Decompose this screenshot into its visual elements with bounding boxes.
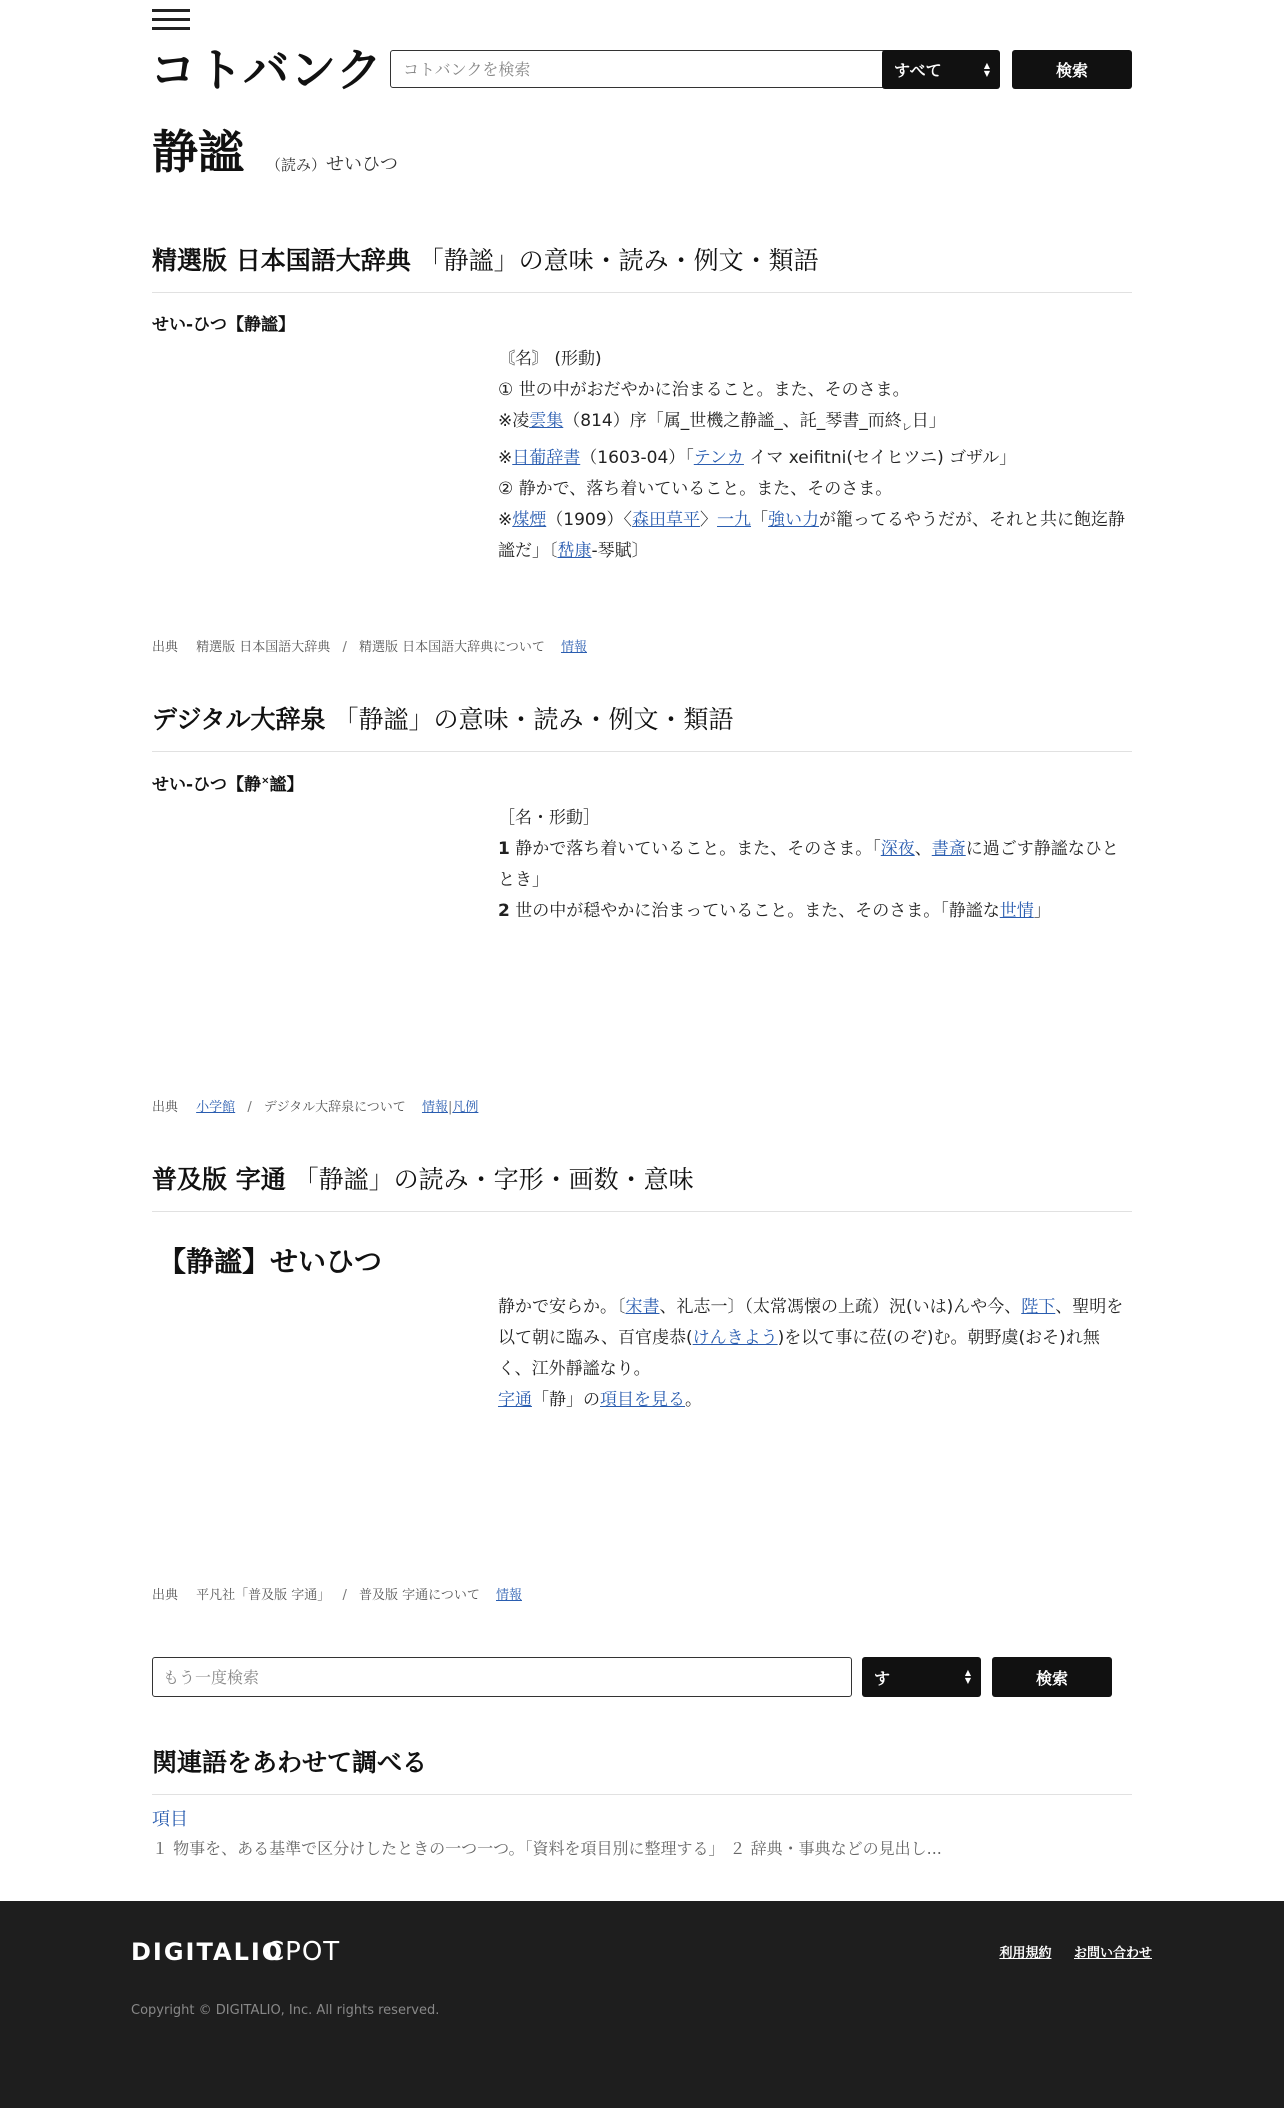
link-nippo-jisho[interactable]: 日葡辞書 — [512, 448, 581, 469]
text: イマ xeifitni(セイヒツニ) ゴザル」 — [743, 448, 1017, 469]
kaeriten: レ — [901, 422, 912, 434]
text: 」 — [1033, 901, 1051, 921]
source-line — [152, 636, 587, 655]
text: 、聖明を以て朝に臨み、百官虔恭( — [498, 1297, 1124, 1348]
text: 静かで落ち着いていること。また、そのさま。「 — [509, 839, 881, 859]
source-label: 出典 — [152, 640, 179, 655]
text: が籠ってるやうだが、それと共に飽迄静謐だ」〔 — [498, 510, 1126, 562]
definition-line — [498, 443, 1132, 474]
definition-line: ② 静かで、落ち着いていること。また、そのさま。 — [498, 479, 893, 500]
link-see-entry[interactable]: 項目を見る — [600, 1390, 685, 1410]
separator: / — [247, 1100, 252, 1115]
separator: / — [342, 640, 347, 655]
source-label: 出典 — [152, 1588, 179, 1603]
source-label: 出典 — [152, 1100, 179, 1115]
section-heading-daijisen — [152, 703, 1132, 752]
dictionary-name: 精選版 日本国語大辞典 — [152, 246, 411, 275]
link-keiko[interactable]: 嵆康 — [557, 541, 592, 562]
link-jitsu[interactable]: 字通 — [498, 1390, 532, 1410]
text: 〉 — [700, 510, 718, 531]
link-morita-sohei[interactable]: 森田草平 — [632, 510, 701, 531]
text: （1909）〈 — [546, 510, 633, 531]
separator: | — [447, 1100, 453, 1115]
text: （814）序「属_世機之静謐_、託_琴書_而終 — [563, 411, 902, 431]
text: )を以て事に莅(のぞ)む。朝野虞(おそ)れ無く、江外靜謐なり。 — [498, 1328, 1100, 1379]
text: ※ — [498, 510, 513, 531]
digitalio-logo[interactable]: DIGITALIO — [131, 1938, 285, 1966]
bottom-scope-value: す — [874, 1668, 891, 1688]
publisher-link[interactable]: 小学館 — [196, 1100, 236, 1115]
headword: せい‐ひつ【静謐】 — [152, 315, 296, 335]
separator: / — [342, 1588, 347, 1603]
definition-line — [498, 1292, 1132, 1385]
search-input[interactable] — [390, 50, 948, 88]
text: ※ — [498, 448, 513, 469]
text: 「静」の — [532, 1390, 600, 1410]
source-about: デジタル大辞泉について — [263, 1100, 406, 1115]
site-logo[interactable]: コトバンク — [150, 43, 384, 97]
search-button[interactable]: 検索 — [1012, 50, 1132, 89]
bottom-search-button[interactable]: 検索 — [992, 1657, 1112, 1697]
definition-line: 〘名〙 (形動) — [498, 349, 602, 369]
sense-number: 1 — [498, 839, 510, 859]
select-arrows-icon: ▲ ▼ — [983, 60, 990, 78]
legend-link[interactable]: 凡例 — [452, 1100, 479, 1115]
search-again-input[interactable] — [152, 1657, 852, 1697]
hyogai-mark: × — [261, 775, 270, 787]
heading-rest: 「静謐」の意味・読み・例文・類語 — [418, 246, 819, 275]
section-heading-jitsu — [152, 1163, 1132, 1212]
footer-links — [981, 1942, 1152, 1961]
definition-block — [498, 344, 1132, 567]
heading-rest: 「静謐」の読み・字形・画数・意味 — [293, 1165, 694, 1194]
search-scope-value: すべて — [894, 61, 942, 80]
related-item-snippet: １ 物事を、ある基準で区分けしたときの一つ一つ。「資料を項目別に整理する」 ２ 辞典・事典などの見出し... — [152, 1839, 942, 1858]
definition-line — [498, 896, 1132, 927]
link-sejo[interactable]: 世情 — [999, 901, 1034, 921]
link-baien[interactable]: 煤煙 — [512, 510, 547, 531]
text: ‐琴賦〕 — [591, 541, 649, 562]
reading-value: せいひつ — [326, 154, 399, 175]
related-item-link[interactable]: 項目 — [152, 1809, 188, 1830]
headword: 【静謐】せいひつ — [158, 1245, 383, 1278]
related-heading: 関連語をあわせて調べる — [152, 1746, 1132, 1795]
text: 。 — [685, 1390, 702, 1410]
definition-line — [498, 1385, 1132, 1416]
text: 世の中が穏やかに治まっていること。また、そのさま。「静謐な — [509, 901, 1000, 921]
info-link[interactable]: 情報 — [421, 1100, 448, 1115]
footer — [0, 1901, 1284, 2108]
contact-link[interactable]: お問い合わせ — [1073, 1946, 1152, 1961]
menu-icon[interactable] — [152, 9, 190, 31]
text: 静かで安らか。〔 — [498, 1297, 626, 1317]
text: 謐】 — [269, 775, 304, 795]
page-title: 静謐 — [152, 125, 244, 179]
source-line — [152, 1584, 522, 1603]
terms-link[interactable]: 利用規約 — [999, 1946, 1052, 1961]
text: に過ごす静謐なひととき」 — [498, 839, 1119, 890]
link-sosho[interactable]: 宋書 — [625, 1297, 660, 1317]
text: 、礼志一〕（太常馮懐の上疏）況(いは)んや今、 — [659, 1297, 1022, 1317]
link-shosai[interactable]: 書斎 — [931, 839, 966, 859]
definition-block — [498, 803, 1132, 927]
reading-label: （読み） — [266, 156, 327, 174]
info-link[interactable]: 情報 — [560, 640, 587, 655]
text: 、 — [914, 839, 932, 859]
bottom-scope-select[interactable] — [862, 1657, 981, 1697]
text: 日」 — [911, 411, 946, 431]
heading-rest: 「静謐」の意味・読み・例文・類語 — [333, 705, 734, 734]
link-kenkyo[interactable]: けんきよう — [692, 1328, 778, 1348]
search-scope-select[interactable] — [882, 50, 1000, 89]
link-heika[interactable]: 陛下 — [1021, 1297, 1056, 1317]
reading — [266, 150, 398, 176]
source-name: 精選版 日本国語大辞典 — [196, 640, 331, 655]
text: （1603‐04）「 — [580, 448, 694, 469]
info-link[interactable]: 情報 — [495, 1588, 522, 1603]
source-about: 精選版 日本国語大辞典について — [358, 640, 545, 655]
definition-line — [498, 406, 1132, 443]
section-heading-seisenban — [152, 244, 1132, 293]
link-shinya[interactable]: 深夜 — [880, 839, 915, 859]
select-arrows-icon: ▲ ▼ — [964, 1668, 971, 1685]
definition-line — [498, 505, 1132, 567]
source-line — [152, 1096, 478, 1115]
dictionary-name: 普及版 字通 — [152, 1165, 286, 1194]
definition-line — [498, 834, 1132, 896]
link-ichiku[interactable]: 一九 — [717, 510, 752, 531]
definition-line: ① 世の中がおだやかに治まること。また、そのさま。 — [498, 380, 910, 400]
cpot-logo[interactable]: CPOT — [266, 1937, 341, 1967]
source-about: 普及版 字通について — [358, 1588, 480, 1603]
source-name: 平凡社「普及版 字通」 — [196, 1588, 331, 1603]
definition-line: ［名・形動］ — [498, 808, 600, 828]
sense-number: 2 — [498, 901, 510, 921]
dictionary-name: デジタル大辞泉 — [152, 705, 326, 734]
text: ※凌 — [498, 411, 530, 431]
headword — [152, 770, 303, 795]
link-tenka[interactable]: テンカ — [693, 448, 744, 469]
text: 「 — [751, 510, 769, 531]
link-unshu[interactable]: 雲集 — [529, 411, 564, 431]
definition-block — [498, 1292, 1132, 1416]
link-tsuyoi-chikara[interactable]: 強い力 — [768, 510, 820, 531]
text: せい‐ひつ【静 — [152, 775, 262, 795]
copyright: Copyright © DIGITALIO, Inc. All rights reserved. — [131, 2003, 440, 2018]
